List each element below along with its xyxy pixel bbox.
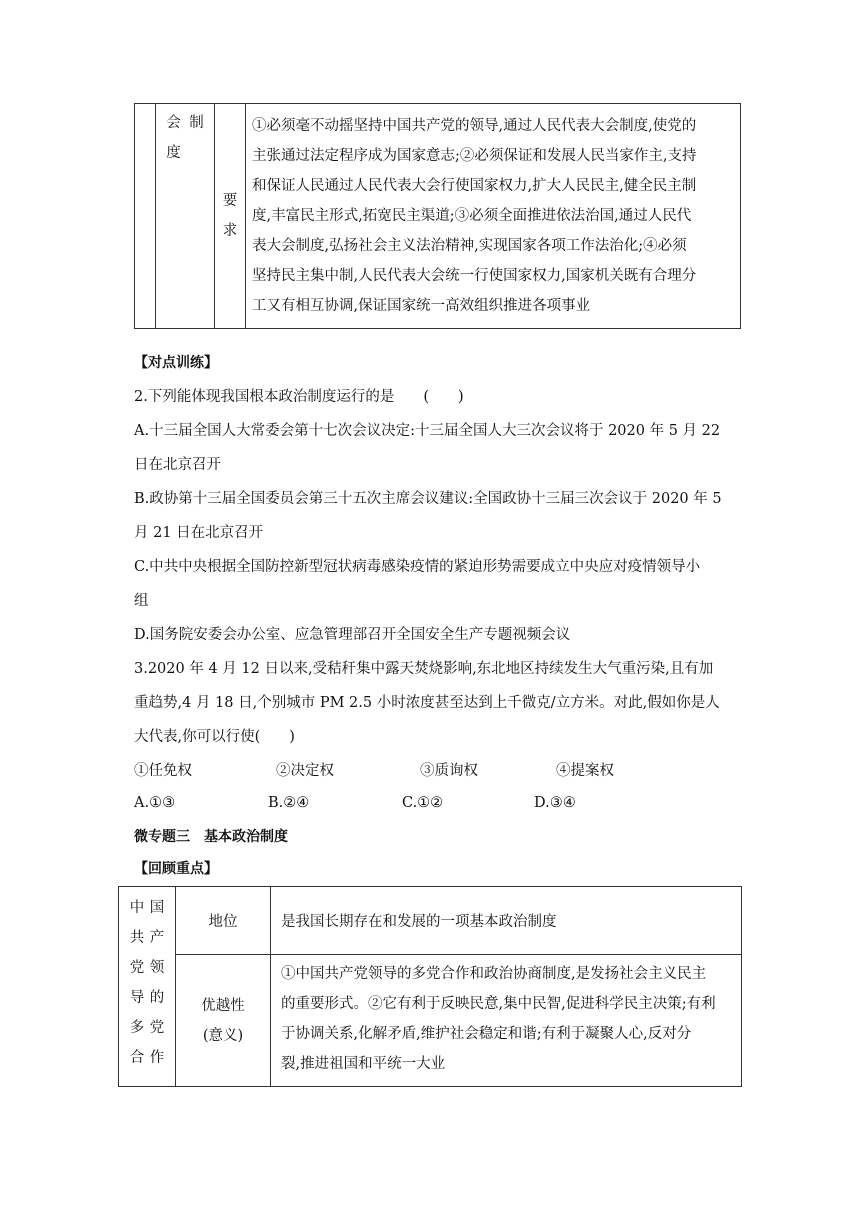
q2-stem: 2.下列能体现我国根本政治制度运行的是 ( ) (134, 389, 464, 405)
side-char: 导 (129, 990, 145, 1006)
people-congress-table (134, 103, 741, 329)
q3-choice: D.③④ (534, 795, 576, 811)
q3-item: ④提案权 (556, 763, 614, 779)
q3-choice: B.②④ (268, 795, 310, 811)
side-char: 多 (129, 1020, 145, 1036)
content-line: 主张通过法定程序成为国家意志;②必须保证和发展人民当家作主,支持 (252, 148, 697, 164)
side-char: 党 (149, 1020, 165, 1036)
side-char: 党 (129, 960, 145, 976)
side-char: 的 (149, 990, 165, 1006)
advantage-label-cell (176, 955, 271, 1087)
requirement-label-cell (215, 104, 246, 329)
q2-option-b: B.政协第十三届全国委员会第三十五次主席会议建议:全国政协十三届三次会议于 2020 年 5 (134, 491, 722, 507)
side-char: 度 (166, 145, 181, 161)
q2-option-a-cont: 日在北京召开 (134, 457, 221, 473)
q3-item: ①任免权 (134, 763, 192, 779)
status-content: 是我国长期存在和发展的一项基本政治制度 (281, 914, 557, 930)
content-line: ①必须毫不动摇坚持中国共产党的领导,通过人民代表大会制度,使党的 (252, 118, 697, 134)
content-line: ①中国共产党领导的多党合作和政治协商制度,是发扬社会主义民主 (281, 966, 707, 982)
q3-stem-line1: 3.2020 年 4 月 12 日以来,受秸秆集中露天焚烧影响,东北地区持续发生大气重污染,且有加 (134, 661, 714, 677)
multi-party-cooperation-table (118, 886, 742, 1087)
label-char: 求 (222, 223, 238, 239)
q3-item: ②决定权 (276, 763, 334, 779)
content-line: 裂,推进祖国和平统一大业 (281, 1056, 446, 1072)
q2-option-d: D.国务院安委会办公室、应急管理部召开全国安全生产专题视频会议 (134, 627, 571, 643)
status-content-cell (271, 887, 742, 955)
side-char: 领 (149, 960, 165, 976)
side-char: 中 (129, 900, 145, 916)
review-heading: 【回顾重点】 (134, 861, 218, 877)
advantage-content-cell (271, 955, 742, 1087)
system-name-cell (119, 887, 176, 1087)
q2-option-c: C.中共中央根据全国防控新型冠状病毒感染疫情的紧迫形势需要成立中央应对疫情领导小 (134, 559, 701, 575)
training-heading: 【对点训练】 (134, 355, 218, 371)
content-line: 和保证人民通过人民代表大会行使国家权力,扩大人民民主,健全民主制 (252, 178, 697, 194)
content-line: 的重要形式。②它有利于反映民意,集中民智,促进科学民主决策;有利 (281, 996, 716, 1012)
side-char: 会 (166, 115, 181, 131)
status-label: 地位 (208, 914, 238, 930)
side-char: 国 (149, 900, 165, 916)
advantage-label: 优越性 (201, 997, 245, 1014)
q3-stem-line3: 大代表,你可以行使( ) (134, 729, 295, 745)
content-line: 坚持民主集中制,人民代表大会统一行使国家权力,国家机关既有合理分 (252, 268, 697, 284)
side-char: 共 (129, 930, 145, 946)
requirement-content-cell (246, 104, 741, 329)
side-char: 合 (129, 1050, 145, 1066)
q3-choice: C.①② (402, 795, 444, 811)
content-line: 表大会制度,弘扬社会主义法治精神,实现国家各项工作法治化;④必须 (252, 238, 687, 254)
topic-heading: 微专题三 基本政治制度 (134, 829, 288, 845)
side-char: 制 (189, 115, 204, 131)
side-char: 产 (149, 930, 165, 946)
label-char: 要 (222, 193, 238, 209)
q2-option-c-cont: 组 (134, 593, 149, 609)
q2-option-b-cont: 月 21 日在北京召开 (134, 525, 264, 541)
q3-stem-line2: 重趋势,4 月 18 日,个别城市 PM 2.5 小时浓度甚至达到上千微克/立方米。对此,假如你是人 (134, 695, 720, 711)
side-char: 作 (149, 1050, 165, 1066)
advantage-label-sub: (意义) (202, 1027, 244, 1044)
system-name-cell (156, 104, 215, 329)
content-line: 于协调关系,化解矛盾,维护社会稳定和谐;有利于凝聚人心,反对分 (281, 1026, 692, 1042)
content-line: 度,丰富民主形式,拓宽民主渠道;③必须全面推进依法治国,通过人民代 (252, 208, 692, 224)
table-left-margin-cell (135, 104, 156, 329)
q2-option-a: A.十三届全国人大常委会第十七次会议决定:十三届全国人大三次会议将于 2020 年 5 月 22 (134, 423, 721, 439)
status-label-cell (176, 887, 271, 955)
q3-choice: A.①③ (134, 795, 176, 811)
q3-item: ③质询权 (420, 763, 478, 779)
content-line: 工又有相互协调,保证国家统一高效组织推进各项事业 (252, 298, 591, 314)
